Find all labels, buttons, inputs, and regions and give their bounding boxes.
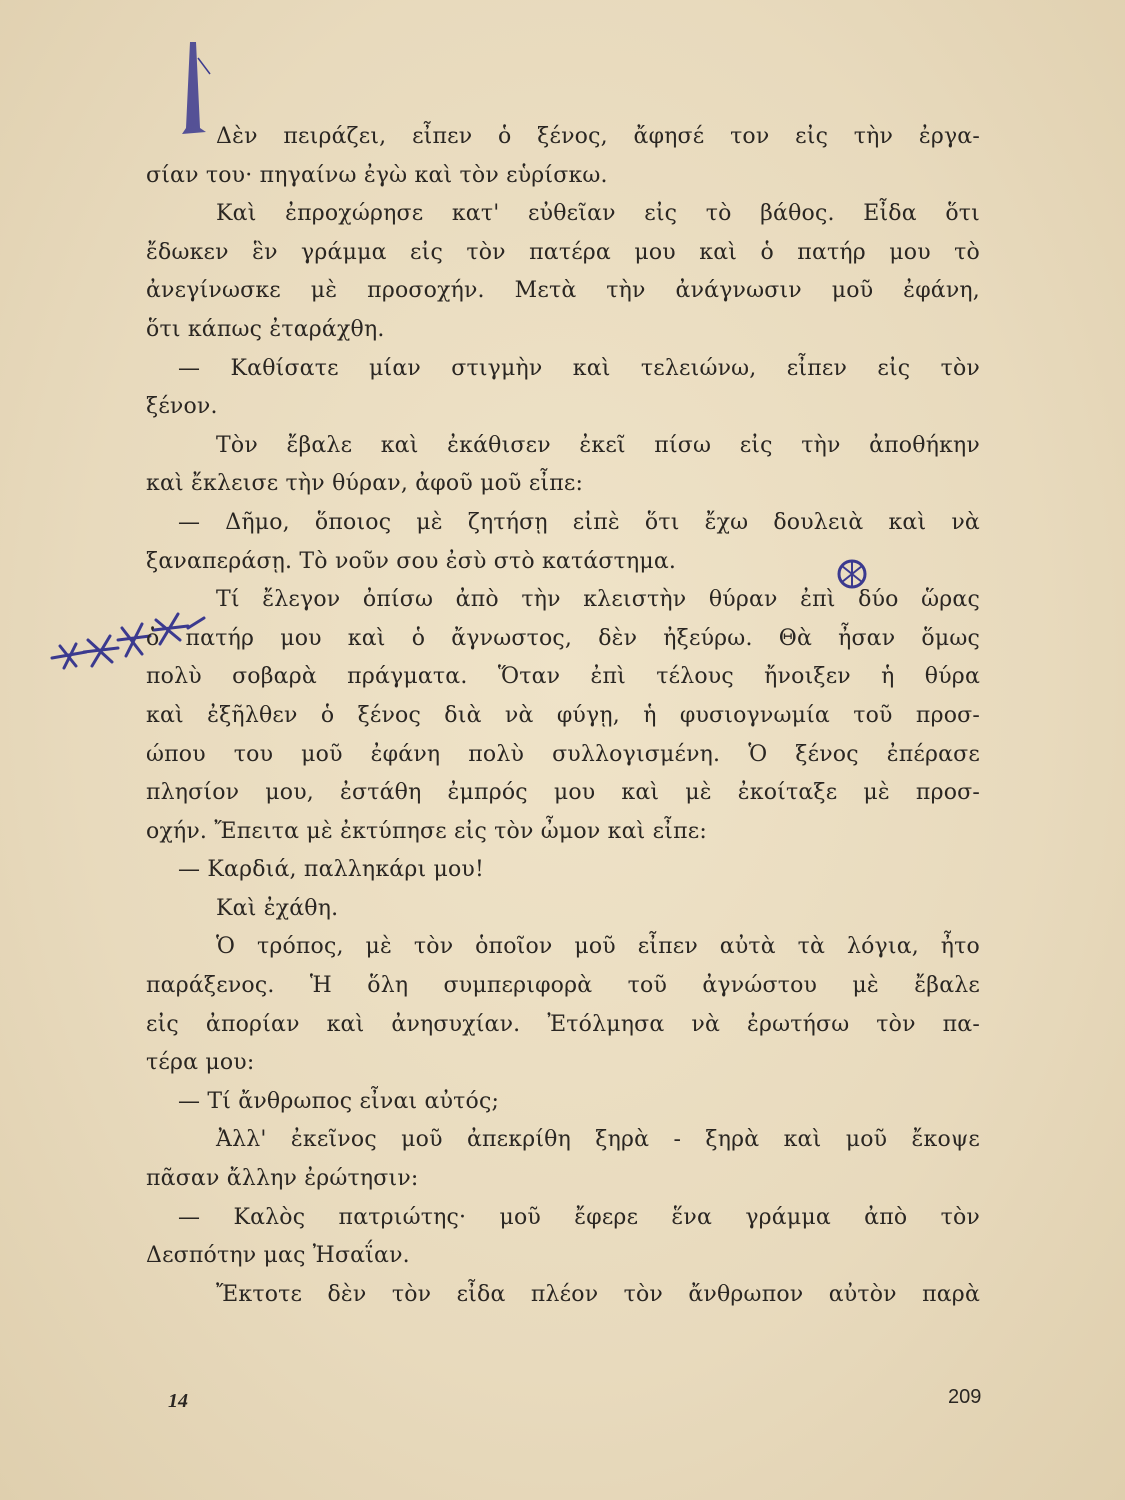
text-line: πᾶσαν ἄλλην ἐρώτησιν: (146, 1166, 419, 1192)
text-line: εἰς ἀπορίαν καὶ ἀνησυχίαν. Ἐτόλμησα νὰ ἐρωτήσω τὸν πα- (146, 1011, 980, 1037)
text-line: σίαν του· πηγαίνω ἐγὼ καὶ τὸν εὑρίσκω. (146, 162, 608, 188)
text-line: οχήν. Ἔπειτα μὲ ἐκτύπησε εἰς τὸν ὦμον καὶ εἶπε: (146, 818, 707, 844)
text-line: Ἔκτοτε δὲν τὸν εἶδα πλέον τὸν ἄνθρωπον αὐτὸν παρὰ (216, 1281, 980, 1307)
text-line: πολὺ σοβαρὰ πράγματα. Ὅταν ἐπὶ τέλους ἤνοιξεν ἡ θύρα (146, 664, 980, 690)
text-line: ξένον. (146, 394, 218, 420)
body-text (146, 118, 980, 1314)
text-line: Ὁ τρόπος, μὲ τὸν ὁποῖον μοῦ εἶπεν αὐτὰ τὰ λόγια, ἦτο (216, 934, 980, 960)
text-line: καὶ ἔκλεισε τὴν θύραν, ἀφοῦ μοῦ εἶπε: (146, 471, 584, 497)
text-line: Καὶ ἐπροχώρησε κατ' εὐθεῖαν εἰς τὸ βάθος. Εἶδα ὅτι (216, 201, 980, 227)
text-line: Ἀλλ' ἐκεῖνος μοῦ ἀπεκρίθη ξηρὰ - ξηρὰ καὶ μοῦ ἔκοψε (216, 1127, 980, 1153)
text-line: ἀνεγίνωσκε μὲ προσοχήν. Μετὰ τὴν ἀνάγνωσιν μοῦ ἐφάνη, (146, 278, 980, 304)
text-line: — Καθίσατε μίαν στιγμὴν καὶ τελειώνω, εἶπεν εἰς τὸν (178, 355, 980, 381)
text-line: ὁ πατήρ μου καὶ ὁ ἄγνωστος, δὲν ἠξεύρω. Θὰ ἦσαν ὅμως (146, 625, 980, 651)
text-line: — Καλὸς πατριώτης· μοῦ ἔφερε ἕνα γράμμα ἀπὸ τὸν (178, 1204, 980, 1230)
text-line: — Τί ἄνθρωπος εἶναι αὐτός; (178, 1088, 500, 1114)
text-line: — Καρδιά, παλληκάρι μου! (178, 857, 485, 883)
text-line: πλησίον μου, ἐστάθη ἐμπρός μου καὶ μὲ ἐκοίταξε μὲ προσ- (146, 780, 980, 806)
text-line: τέρα μου: (146, 1050, 255, 1076)
text-line: ώπου του μοῦ ἐφάνη πολὺ συλλογισμένη. Ὁ ξένος ἐπέρασε (146, 741, 980, 767)
text-line: ξαναπεράσῃ. Τὸ νοῦν σου ἐσὺ στὸ κατάστημα. (146, 548, 677, 574)
text-line: — Δῆμο, ὅποιος μὲ ζητήσῃ εἰπὲ ὅτι ἔχω δουλειὰ καὶ νὰ (178, 509, 980, 535)
text-line: παράξενος. Ἡ ὅλη συμπεριφορὰ τοῦ ἀγνώστου μὲ ἔβαλε (146, 973, 980, 999)
text-line: Καὶ ἐχάθη. (216, 895, 339, 921)
text-line: Τὸν ἔβαλε καὶ ἐκάθισεν ἐκεῖ πίσω εἰς τὴν ἀποθήκην (216, 432, 980, 458)
page-number: 209 (948, 1386, 982, 1408)
text-line: ἔδωκεν ἓν γράμμα εἰς τὸν πατέρα μου καὶ ὁ πατήρ μου τὸ (146, 239, 980, 265)
signature-mark: 14 (168, 1390, 188, 1412)
text-line: ὅτι κάπως ἐταράχθη. (146, 316, 385, 342)
text-line: Τί ἔλεγον ὀπίσω ἀπὸ τὴν κλειστὴν θύραν ἐπὶ δύο ὥρας (216, 587, 980, 613)
text-line: καὶ ἐξῆλθεν ὁ ξένος διὰ νὰ φύγῃ, ἡ φυσιογνωμία τοῦ προσ- (146, 702, 980, 728)
text-line: Δὲν πειράζει, εἶπεν ὁ ξένος, ἄφησέ τον εἰς τὴν ἐργα- (216, 124, 980, 149)
text-line: Δεσπότην μας Ἠσαΐαν. (146, 1243, 410, 1269)
